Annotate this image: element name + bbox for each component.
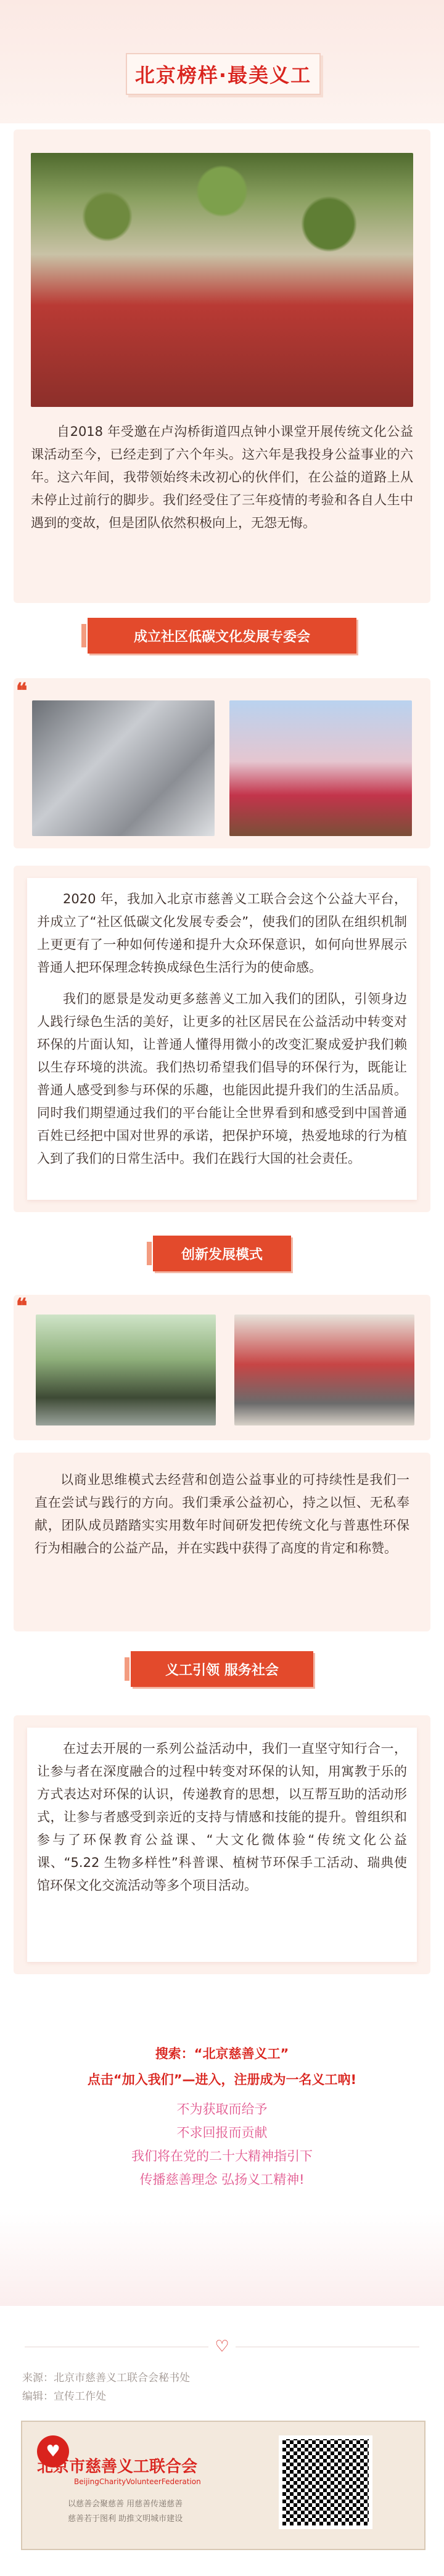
cta-motto-1: 不为获取而给予 bbox=[176, 2102, 268, 2117]
footer-source: 来源：北京市慈善义工联合会秘书处 bbox=[22, 2372, 190, 2384]
org-name-en: BeijingCharityVolunteerFederation bbox=[74, 2477, 201, 2486]
org-name: 北京市慈善义工联合会 bbox=[37, 2458, 198, 2476]
volunteer-group-photo bbox=[31, 153, 413, 407]
cta-motto-3: 我们将在党的二十大精神指引下 bbox=[131, 2149, 313, 2164]
intro-text bbox=[31, 420, 413, 535]
slogan-1: 以慈善会聚慈善 用慈善传递慈善 bbox=[68, 2500, 183, 2509]
cta-motto-2: 不求回报而贡献 bbox=[176, 2125, 268, 2140]
slogan-2: 慈善若于图利 助推文明城市建设 bbox=[68, 2514, 183, 2524]
quote-icon: ❝ bbox=[16, 1294, 28, 1319]
section-label-service: 义工引领 服务社会 bbox=[131, 1651, 313, 1687]
section-label-low-carbon: 成立社区低碳文化发展专委会 bbox=[88, 618, 356, 654]
cloud-decoration bbox=[0, 2213, 444, 2306]
section-label-innovation: 创新发展模式 bbox=[153, 1236, 291, 1271]
section3-text bbox=[37, 1737, 407, 1897]
cta-search: 搜索：“北京慈善义工” bbox=[155, 2046, 289, 2061]
cta-join: 点击“加入我们”—进入，注册成为一名义工吶! bbox=[87, 2072, 357, 2087]
activity-photo-workshop bbox=[234, 1315, 414, 1425]
quote-icon: ❝ bbox=[16, 679, 28, 703]
section2-paragraph: 以商业思维模式去经营和创造公益事业的可持续性是我们一直在尝试与践行的方向。我们秉承公益初心，持之以恒、无私奉献，团队成员踏踏实实用数年时间研发把传统文化与普惠性环保行为相融合的公益产品，并在实践中获得了高度的肯定和称赞。 bbox=[35, 1472, 409, 1556]
section3-paragraph: 在过去开展的一系列公益活动中，我们一直坚守知行合一，让参与者在深度融合的过程中转变对环保的认知，用寓教于乐的方式表达对环保的认识，传递教育的思想，以互帮互助的活动形式，让参与者感受到亲近的支持与情感和技能的提升。曾组织和参与了环保教育公益课、“大文化微体验“传统文化公益课、“5.22 生物多样性”科普课、植树节环保手工活动、瑞典使馆环保文化交流活动等多个项目活动。 bbox=[37, 1741, 407, 1893]
activity-photo-crafts bbox=[32, 700, 215, 836]
call-to-action bbox=[0, 2042, 444, 2191]
activity-photo-children bbox=[229, 700, 412, 836]
section2-text bbox=[35, 1469, 409, 1560]
section1-paragraph-2: 我们的愿景是发动更多慈善义工加入我们的团队，引领身边人践行绿色生活的美好，让更多的社区居民在公益活动中转变对环保的片面认知，让普通人懂得用微小的改变汇聚成爱护我们赖以生存环境的洪流。我们热切希望我们倡导的环保行为，既能让普通人感受到参与环保的乐趣，也能因此提升我们的生活品质。同时我们期望通过我们的平台能让全世界看到和感受到中国普通百姓已经把中国对世界的承诺，把保护环境，热爱地球的行为植入到了我们的日常生活中。我们在践行大国的社会责任。 bbox=[37, 991, 407, 1166]
footer-editor: 编辑：宣传工作处 bbox=[22, 2390, 106, 2403]
heart-hand-logo-icon: ♥ bbox=[37, 2435, 69, 2467]
section1-paragraph-1: 2020 年，我加入北京市慈善义工联合会这个公益大平台，并成立了“社区低碳文化发展专委会”，使我们的团队在组织机制上更更有了一种如何传递和提升大众环保意识，如何向世界展示普通人把环保理念转换成绿色生活行为的使命感。 bbox=[37, 892, 407, 975]
ribbon-bow-icon: ♡ bbox=[208, 2337, 236, 2357]
qr-code-icon bbox=[279, 2435, 372, 2529]
section1-text bbox=[37, 888, 407, 1170]
cta-motto-4: 传播慈善理念 弘扬义工精神! bbox=[139, 2172, 305, 2187]
intro-paragraph: 自2018 年受邀在卢沟桥街道四点钟小课堂开展传统文化公益课活动至今，已经走到了六个年头。这六年是我投身公益事业的六年。这六年间，我带领始终未改初心的伙伴们，在公益的道路上从未停止过前行的脚步。我们经受住了三年疫情的考验和各自人生中遇到的变故，但是团队依然积极向上，无怨无悔。 bbox=[31, 424, 413, 530]
page-title: 北京榜样·最美义工 bbox=[126, 53, 321, 95]
activity-photo-outdoor bbox=[36, 1315, 216, 1425]
